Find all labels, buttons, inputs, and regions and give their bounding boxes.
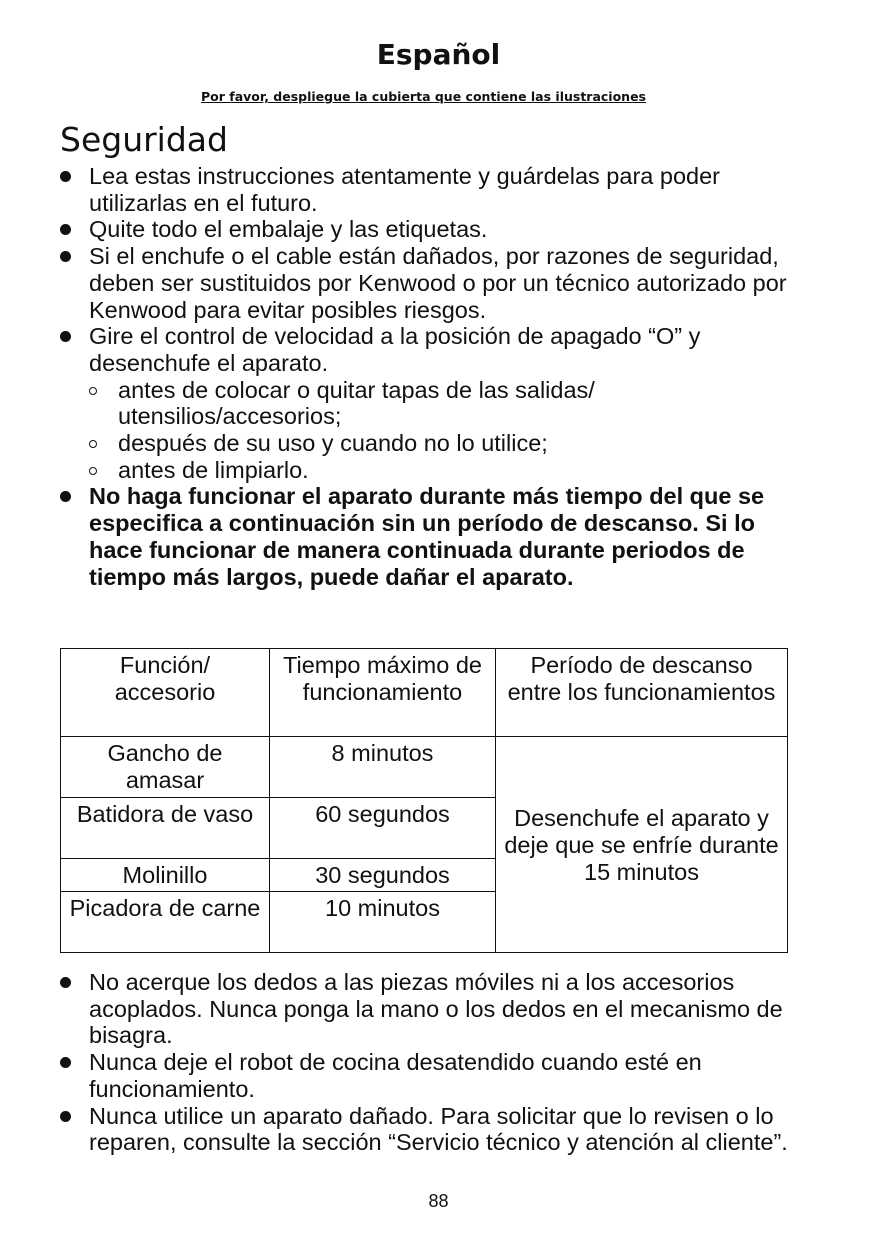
bullet-icon bbox=[60, 491, 71, 502]
sub-list-item bbox=[60, 377, 800, 430]
safety-list-top bbox=[60, 163, 800, 590]
list-item bbox=[60, 1103, 800, 1156]
operating-time-table bbox=[60, 648, 788, 953]
page-number: 88 bbox=[428, 1191, 449, 1211]
list-item bbox=[60, 243, 800, 323]
accessory-cell: Picadora de carne bbox=[61, 892, 270, 953]
list-item-text: Lea estas instrucciones atentamente y guárdelas para poder utilizarlas en el futuro. bbox=[89, 163, 720, 216]
accessory-cell: Molinillo bbox=[61, 859, 270, 892]
list-item bbox=[60, 1049, 800, 1102]
bullet-icon bbox=[60, 251, 71, 262]
list-item-text: Nunca deje el robot de cocina desatendido cuando esté en funcionamiento. bbox=[89, 1049, 702, 1102]
list-item bbox=[60, 323, 800, 376]
bullet-icon bbox=[60, 331, 71, 342]
bullet-icon bbox=[60, 977, 71, 988]
language-heading: Español bbox=[376, 38, 501, 71]
accessory-cell: Gancho de amasar bbox=[61, 737, 270, 798]
accessory-cell: Batidora de vaso bbox=[61, 798, 270, 859]
table-row bbox=[61, 737, 788, 798]
sub-item-text: antes de colocar o quitar tapas de las salidas/ utensilios/accesorios; bbox=[118, 376, 595, 430]
max-time-cell: 60 segundos bbox=[270, 798, 496, 859]
max-time-cell: 10 minutos bbox=[270, 892, 496, 953]
list-item-text: Gire el control de velocidad a la posición de apagado “O” y desenchufe el aparato. bbox=[89, 323, 701, 376]
sub-list-item bbox=[60, 430, 800, 457]
warning-item bbox=[60, 483, 800, 590]
section-title: Seguridad bbox=[60, 120, 228, 159]
max-time-cell: 30 segundos bbox=[270, 859, 496, 892]
list-item bbox=[60, 163, 800, 216]
illustrations-instruction: Por favor, despliegue la cubierta que contiene las ilustraciones bbox=[201, 89, 646, 104]
rest-period-cell: Desenchufe el aparato y deje que se enfríe durante 15 minutos bbox=[496, 737, 788, 953]
sub-item-text: después de su uso y cuando no lo utilice; bbox=[118, 430, 548, 457]
sub-list-item bbox=[60, 457, 800, 484]
max-time-cell: 8 minutos bbox=[270, 737, 496, 798]
bullet-icon bbox=[60, 171, 71, 182]
list-item-text: No acerque los dedos a las piezas móviles ni a los accesorios acoplados. Nunca ponga la mano o los dedos en el mecanismo de bisagra. bbox=[89, 969, 783, 1049]
header-rest-period: Período de descanso entre los funcionamientos bbox=[496, 649, 788, 737]
circle-bullet-icon bbox=[89, 467, 97, 475]
bullet-icon bbox=[60, 1057, 71, 1068]
table-header-row bbox=[61, 649, 788, 737]
sub-item-text: antes de limpiarlo. bbox=[118, 456, 309, 483]
list-item bbox=[60, 969, 800, 1049]
circle-bullet-icon bbox=[89, 440, 97, 448]
header-max-time: Tiempo máximo de funcionamiento bbox=[270, 649, 496, 737]
header-accessory: Función/ accesorio bbox=[61, 649, 270, 737]
list-item-text: Quite todo el embalaje y las etiquetas. bbox=[89, 216, 488, 243]
circle-bullet-icon bbox=[89, 387, 97, 395]
list-item bbox=[60, 216, 800, 243]
list-item-text: Nunca utilice un aparato dañado. Para solicitar que lo revisen o lo reparen, consulte la sección “Servicio técnico y atención al cliente”. bbox=[89, 1102, 788, 1156]
bullet-icon bbox=[60, 1111, 71, 1122]
bullet-icon bbox=[60, 224, 71, 235]
list-item-text: Si el enchufe o el cable están dañados, por razones de seguridad, deben ser sustituidos por Kenwood o por un técnico autorizado por Kenwood para evitar posibles riesgos. bbox=[89, 243, 787, 323]
safety-list-bottom bbox=[60, 969, 800, 1156]
warning-text: No haga funcionar el aparato durante más tiempo del que se especifica a continuación sin un período de descanso. Si lo hace funcionar de manera continuada durante periodos de tiempo más largos, puede dañar el aparato. bbox=[89, 483, 765, 590]
